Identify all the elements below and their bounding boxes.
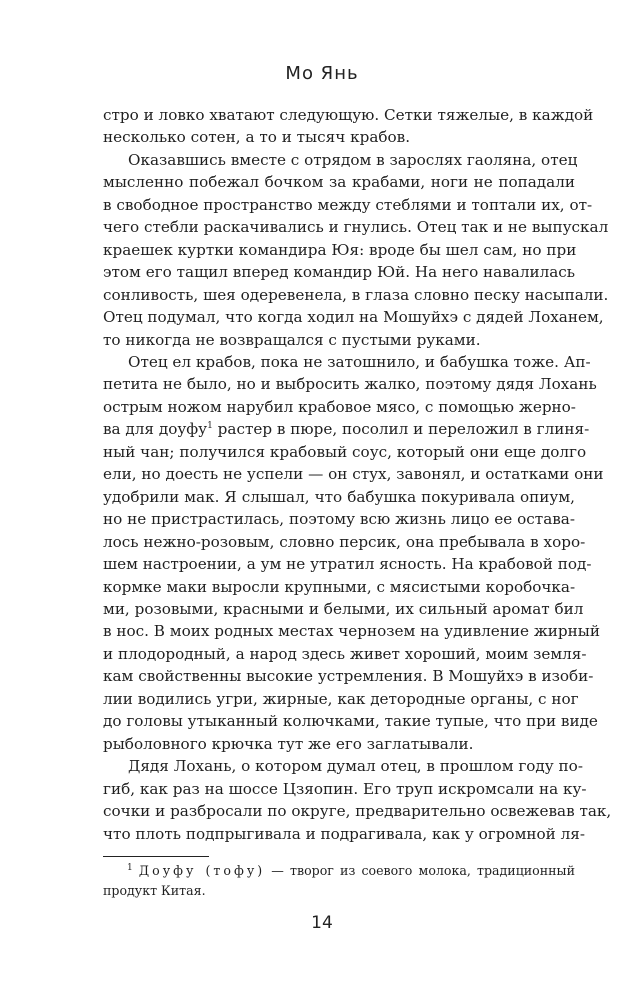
- text-line: шем настроении, а ум не утратил ясность. На крабовой под-: [103, 555, 592, 574]
- text-line: ели, но доесть не успели — он стух, завонял, и остатками они: [103, 465, 604, 484]
- text-line: рыболовного крючка тут же его заглатывали.: [103, 734, 474, 753]
- text-line: краешек куртки командира Юя: вроде бы шел сам, но при: [103, 240, 577, 259]
- text-line: что плоть подпрыгивала и подрагивала, как у огромной ля-: [103, 824, 585, 843]
- footnote-number: 1: [127, 862, 133, 873]
- footnote-marker: 1: [207, 421, 213, 432]
- text-line: но не пристрастилась, поэтому всю жизнь лицо ее оставa-: [103, 510, 575, 529]
- text-line: ный чан; получился крабовый соус, который они еще долго: [103, 442, 587, 461]
- text-line: петита не было, но и выбросить жалко, поэтому дядя Лохань: [103, 375, 597, 394]
- text-line: этом его тащил вперед командир Юй. На него навалилась: [103, 263, 576, 282]
- text-line: удобрили мак. Я слышал, что бабушка покуривала опиум,: [103, 487, 575, 506]
- running-header: Мо Янь: [285, 63, 359, 84]
- text-line: ми, розовыми, красными и белыми, их сильный аромат бил: [103, 599, 584, 618]
- text-line: чего стебли раскачивались и гнулись. Отец так и не выпускал: [103, 218, 609, 237]
- text-fragment: растер в пюре, посолил и переложил в глиня-: [217, 420, 590, 439]
- text-line: лии водились угри, жирные, как детородные органы, с ног: [103, 689, 579, 708]
- text-line: то никогда не возвращался с пустыми руками.: [103, 330, 481, 349]
- footnote: [103, 861, 575, 901]
- text-line-with-note: [103, 418, 590, 440]
- footnote-text: — творог из соевого молока, традиционный: [265, 863, 575, 878]
- footnote-term: Доуфу (тофу): [138, 863, 266, 878]
- text-line: сочки и разбросали по округе, предварительно освежевав так,: [103, 802, 612, 821]
- text-line: кам свойственны высокие устремления. В Мошуйхэ в изоби-: [103, 667, 594, 686]
- page-number: 14: [311, 913, 333, 933]
- text-line: Отец ел крабов, пока не затошнило, и бабушка тоже. Ап-: [128, 352, 591, 371]
- text-line: гиб, как раз на шоссе Цзяопин. Его труп искромсали на ку-: [103, 779, 587, 798]
- footnote-line: продукт Китая.: [103, 883, 206, 898]
- footnote-rule: [103, 856, 209, 857]
- text-line: стро и ловко хватают следующую. Сетки тяжелые, в каждой: [103, 106, 594, 124]
- text-line: Отец подумал, что когда ходил на Мошуйхэ с дядей Лоханем,: [103, 308, 604, 327]
- text-fragment: ва для доуфу: [103, 420, 208, 439]
- text-line: в свободное пространство между стеблями и топтали их, от-: [103, 195, 593, 214]
- text-line: Дядя Лохань, о котором думал отец, в прошлом году по-: [128, 757, 583, 776]
- text-line: мысленно побежал бочком за крабами, ноги не попадали: [103, 173, 575, 192]
- footnote-line: [103, 861, 575, 881]
- text-line: и плодородный, а народ здесь живет хороший, моим земля-: [103, 644, 587, 663]
- text-line: несколько сотен, а то и тысяч крабов.: [103, 128, 411, 147]
- text-line: Оказавшись вместе с отрядом в зарослях гаоляна, отец: [128, 150, 578, 169]
- text-line: кормке маки выросли крупными, с мясистыми коробочка-: [103, 577, 576, 596]
- text-line: в нос. В моих родных местах чернозем на удивление жирный: [103, 622, 600, 641]
- text-line: острым ножом нарубил крабовое мясо, с помощью жерно-: [103, 397, 576, 416]
- text-line: до головы утыканный колючками, такие тупые, что при виде: [103, 712, 598, 731]
- text-line: лось нежно-розовым, словно персик, она пребывала в хоро-: [103, 532, 586, 551]
- text-line: сонливость, шея одеревенела, в глаза словно песку насыпали.: [103, 285, 609, 304]
- body-text: [103, 104, 612, 845]
